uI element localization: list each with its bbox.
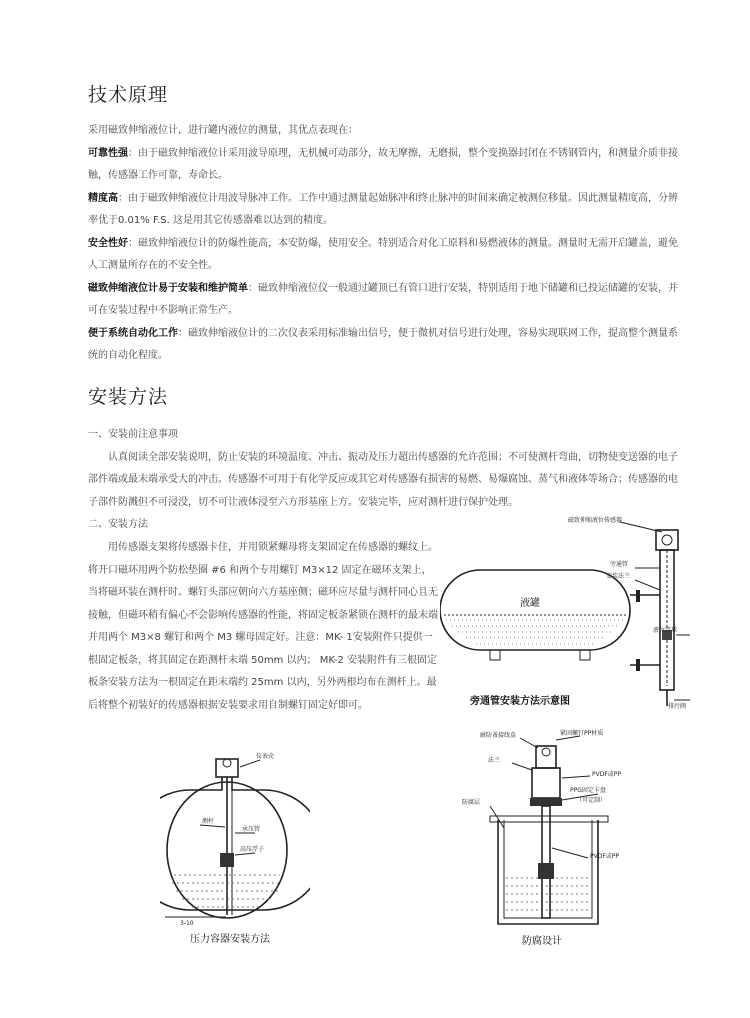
label-float: 高压浮子 — [240, 846, 265, 853]
install-s1-title: 一、安装前注意事项 — [88, 429, 178, 440]
label-flange: 法兰 — [488, 757, 501, 764]
callout-flange — [512, 763, 532, 770]
label-bypass: 旁通管 — [610, 561, 629, 568]
label-lining: 防腐层 — [462, 799, 481, 806]
callout-pvdf1 — [562, 776, 590, 778]
label-guide: 承压管 — [242, 826, 261, 833]
principle-item-text: ：磁致伸缩液位计的二次仪表采用标准输出信号，便于微机对信号进行处理，容易实现联网工作，提高整个测量系统的自动化程度。 — [88, 327, 678, 361]
principle-item-text: ：由于磁致伸缩液位计采用波导原理，无机械可动部分，故无摩擦，无磨损，整个变换器封闭在不锈钢管内，和测量介质非接触，传感器工作可靠，寿命长。 — [88, 147, 678, 181]
label-flange: 安装法兰 — [606, 573, 631, 580]
callout-pvdf2 — [552, 848, 588, 858]
principle-item-key: 便于系统自动化工作 — [88, 327, 178, 339]
install-s2-text: 用传感器支架将传感器卡住，并用锁紧螺母将支架固定在传感器的螺纹上。将开口磁环用两个防松垫圈 #6 和两个专用螺钉 M3×12 固定在磁环支架上，当将磁环装在测杆时。螺钉头部应朝向六方基座侧；磁环应尽量与测杆同心且无接触，但磁环稍有偏心不会影响传感器的性能，将固定板条紧锁在测杆的最末端并用两个 M3×8 螺钉和两个 M3 螺母固定好。注意：MK- 1安装附件只提供一根固定板条，将其固定在距测杆末端 50mm 以内； MK-2 安装附件有三根固定板条安装方法为一根固定在距末端约 25mm 以内，另外两根均布在测杆上。最后将整个初装好的传感器根据安装要求用自制螺钉固定好即可。 — [88, 542, 438, 711]
label-drain: 排污阀 — [668, 703, 687, 710]
meter-gauge — [223, 759, 231, 767]
principle-item-key: 磁致伸缩液位计易于安装和维护简单 — [88, 282, 248, 294]
section-title-install: 安装方法 — [88, 386, 169, 408]
lower-flange — [636, 659, 640, 671]
principle-item-key: 安全性好 — [88, 237, 128, 249]
bypass-figure — [440, 510, 690, 710]
principle-item-text: ：由于磁致伸缩液位计用波导脉冲工作。工作中通过测量起始脉冲和终止脉冲的时间来确定被测位移量。因此测量精度高，分辨率优于0.01% F.S. 这是用其它传感器难以达到的精度。 — [88, 192, 678, 226]
principle-item-key: 可靠性强 — [88, 147, 128, 159]
callout-rod — [200, 825, 225, 827]
callout-meter — [240, 760, 260, 767]
install-s2 — [88, 537, 438, 717]
pressure-caption: 压力容器安装方法 — [190, 934, 270, 945]
principle-item — [88, 143, 684, 188]
principle-item — [88, 233, 684, 278]
bypass-caption: 旁通管安装方法示意图 — [470, 696, 570, 707]
principle-items — [88, 143, 684, 368]
liquid-pattern — [446, 620, 626, 644]
label-pvdf1: PVDF或PP — [592, 771, 622, 778]
label-nut: 紧固螺钉PP材质 — [560, 730, 604, 737]
label-ppg-note: （可定制） — [576, 797, 607, 804]
pressure-figure — [160, 745, 310, 950]
flange — [530, 798, 562, 806]
label-ppg: PPG固定卡盘 — [570, 787, 606, 794]
meter-housing — [216, 759, 238, 777]
principle-item — [88, 188, 684, 233]
callout-flange — [635, 580, 660, 590]
anticorrosion-caption: 防腐设计 — [522, 936, 562, 947]
callout-sensor — [620, 522, 662, 532]
label-dim: 3-10 — [180, 920, 194, 927]
label-meter: 仪表壳 — [256, 753, 275, 760]
tank-leg-left — [490, 650, 500, 660]
callout-float — [235, 853, 255, 855]
callout-lining — [490, 806, 504, 828]
label-tank: 液罐 — [520, 598, 540, 609]
liquid-pattern — [506, 878, 590, 910]
principle-intro: 采用磁致伸缩液位计，进行罐内液位的测量，其优点表现在： — [88, 125, 358, 136]
sensor-gauge — [662, 535, 672, 545]
principle-item-key: 精度高 — [88, 192, 118, 204]
principle-item — [88, 323, 684, 368]
anticorrosion-figure — [460, 728, 650, 953]
float — [220, 853, 234, 867]
callout-cable — [520, 738, 538, 748]
sensor-head — [656, 530, 678, 550]
label-pvdf2: PVDF或PP — [590, 853, 620, 860]
label-rod: 测杆 — [202, 818, 215, 825]
float — [538, 863, 554, 879]
probe-rod — [542, 806, 550, 918]
principle-item — [88, 278, 684, 323]
label-float: 液位浮球 — [653, 627, 678, 634]
label-sensor: 磁致伸缩液位传感器 — [568, 517, 623, 524]
install-s2-title: 二、安装方法 — [88, 519, 148, 530]
principle-body — [88, 120, 684, 368]
tank-leg-right — [580, 650, 590, 660]
principle-item-text: ：磁致伸缩液位仪一般通过罐顶已有管口进行安装，特别适用于地下储罐和已投运储罐的安装，并可在安装过程中不影响正常生产。 — [88, 282, 678, 316]
principle-item-text: ：磁致伸缩液位计的防爆性能高，本安防爆，使用安全。特别适合对化工原料和易燃液体的测量。测量时无需开启罐盖，避免人工测量所存在的不安全性。 — [88, 237, 678, 271]
section-title-principle: 技术原理 — [88, 84, 169, 106]
sensor-head — [536, 746, 556, 768]
sensor-base — [532, 768, 560, 798]
upper-flange — [636, 590, 640, 602]
install-s1-text: 认真阅读全部安装说明，防止安装的环境温度、冲击、振动及压力超出传感器的允许范围；不可使测杆弯曲，切物使变送器的电子部件端或最末端承受大的冲击。传感器不可用于有化学反应或其它对传感器有损害的易燃、易爆腐蚀、蒸气和液体等场合；传感器的电子部件防溅但不可浸没，切不可让液体浸至六方形基座上方。安装完毕，应对测杆进行保护处理。 — [88, 451, 678, 508]
sensor-gauge — [542, 748, 550, 756]
container-top — [490, 816, 608, 822]
label-cable: 耐防蚤接线盒 — [480, 732, 517, 739]
